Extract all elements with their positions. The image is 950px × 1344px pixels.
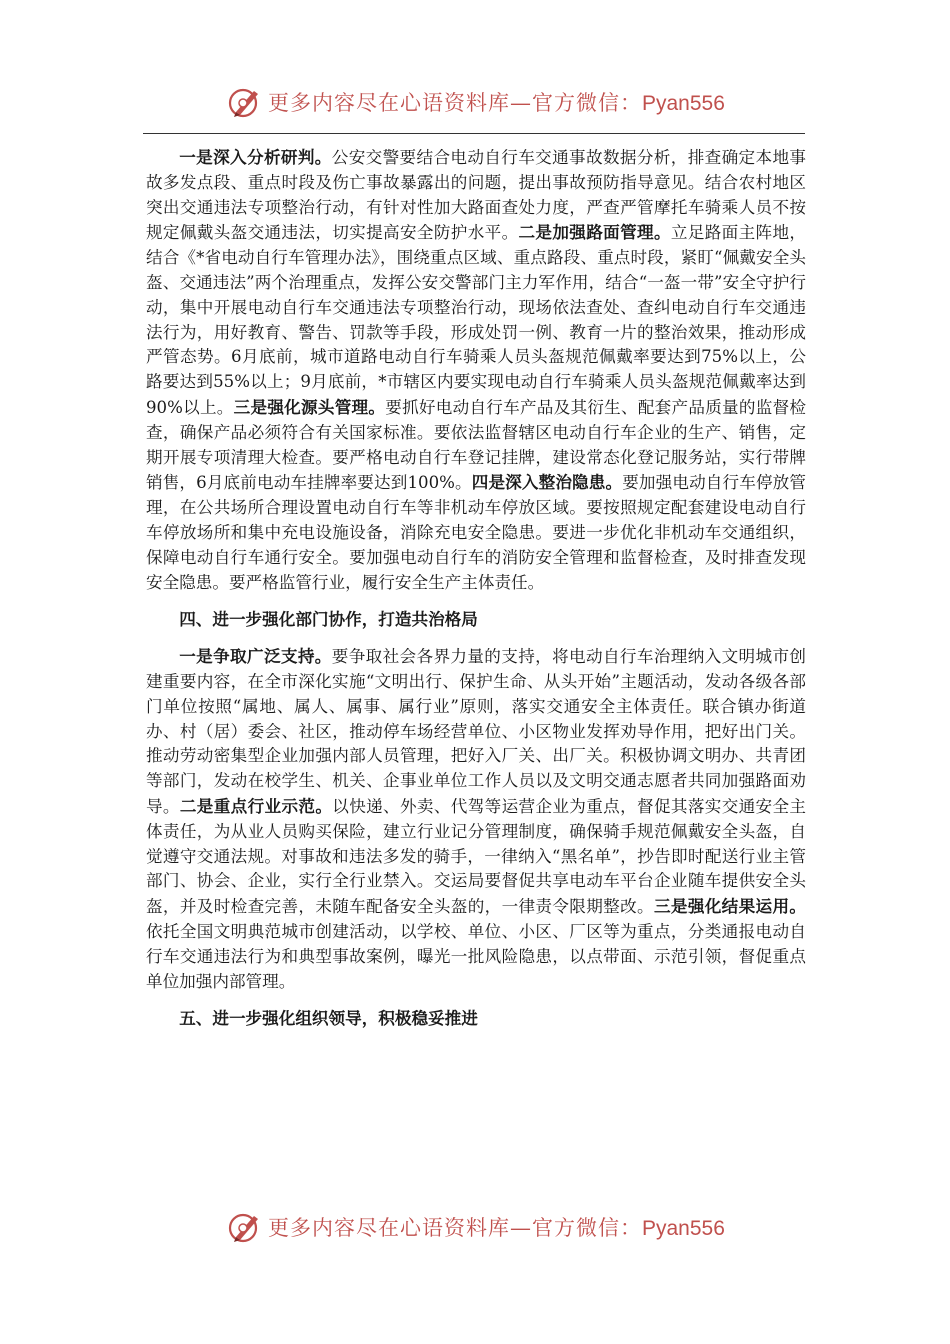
- header-rule: [143, 133, 805, 134]
- document-body: [146, 145, 806, 1031]
- section-heading-5: 五、进一步强化组织领导，积极稳妥推进: [179, 1008, 478, 1029]
- paragraph-collaboration: 一是争取广泛支持。要争取社会各界力量的支持，将电动自行车治理纳入文明城市创建重要内容，在全市深化实施“文明出行、保护生命、从头开始”主题活动，发动各级各部门单位按照“属地、属人、属事、属行业”原则，落实交通安全主体责任。联合镇办街道办、村（居）委会、社区，推动停车场经营单位、小区物业发挥劝导作用，把好出门关。推动劳动密集型企业加强内部人员管理，把好入厂关、出厂关。积极协调文明办、共青团等部门，发动在校学生、机关、企事业单位工作人员以及文明交通志愿者共同加强路面劝导。二是重点行业示范。以快递、外卖、代驾等运营企业为重点，督促其落实交通安全主体责任，为从业人员购买保险，建立行业记分管理制度，确保骑手规范佩戴安全头盔，自觉遵守交通法规。对事故和违法多发的骑手，一律纳入“黑名单”，抄告即时配送行业主管部门、协会、企业，实行全行业禁入。交运局要督促共享电动车平台企业随车提供安全头盔，并及时检查完善，未随车配备安全头盔的，一律责令限期整改。三是强化结果运用。依托全国文明典范城市创建活动，以学校、单位、小区、厂区等为重点，分类通报电动自行车交通违法行为和典型事故案例，曝光一批风险隐患，以点带面、示范引领，督促重点单位加强内部管理。: [146, 646, 807, 991]
- header-banner: [228, 82, 748, 122]
- header-banner-text: 更多内容尽在心语资料库—官方微信：Pyan556: [268, 91, 725, 115]
- pen-logo-icon: [228, 1210, 262, 1244]
- paragraph-measures: 一是深入分析研判。公安交警要结合电动自行车交通事故数据分析，排查确定本地事故多发点段、重点时段及伤亡事故暴露出的问题，提出事故预防指导意见。结合农村地区突出交通违法专项整治行动，有针对性加大路面查处力度，严查严管摩托车骑乘人员不按规定佩戴头盔交通违法，切实提高安全防护水平。二是加强路面管理。立足路面主阵地，结合《*省电动自行车管理办法》，围绕重点区域、重点路段、重点时段，紧盯“佩戴安全头盔、交通违法”两个治理重点，发挥公安交警部门主力军作用，结合“一盔一带”安全守护行动，集中开展电动自行车交通违法专项整治行动，现场依法查处、查纠电动自行车交通违法行为，用好教育、警告、罚款等手段，形成处罚一例、教育一片的整治效果，推动形成严管态势。6月底前，城市道路电动自行车骑乘人员头盔规范佩戴率要达到75%以上，公路要达到55%以上；9月底前，*市辖区内要实现电动自行车骑乘人员头盔规范佩戴率达到90%以上。三是强化源头管理。要抓好电动自行车产品及其衍生、配套产品质量的监督检查，确保产品必须符合有关国家标准。要依法监督辖区电动自行车企业的生产、销售，定期开展专项清理大检查。要严格电动自行车登记挂牌，建设常态化登记服务站，实行带牌销售，6月底前电动车挂牌率要达到100%。四是深入整治隐患。要加强电动自行车停放管理，在公共场所合理设置电动自行车等非机动车停放区域。要按照规定配套建设电动自行车停放场所和集中充电设施设备，消除充电安全隐患。要进一步优化非机动车交通组织，保障电动自行车通行安全。要加强电动自行车的消防安全管理和监督检查，及时排查发现安全隐患。要严格监管行业，履行安全生产主体责任。: [146, 147, 807, 592]
- pen-logo-icon: [228, 85, 262, 119]
- footer-banner-text: 更多内容尽在心语资料库—官方微信：Pyan556: [268, 1216, 725, 1240]
- section-heading-4: 四、进一步强化部门协作，打造共治格局: [179, 609, 478, 630]
- footer-banner: [228, 1207, 748, 1247]
